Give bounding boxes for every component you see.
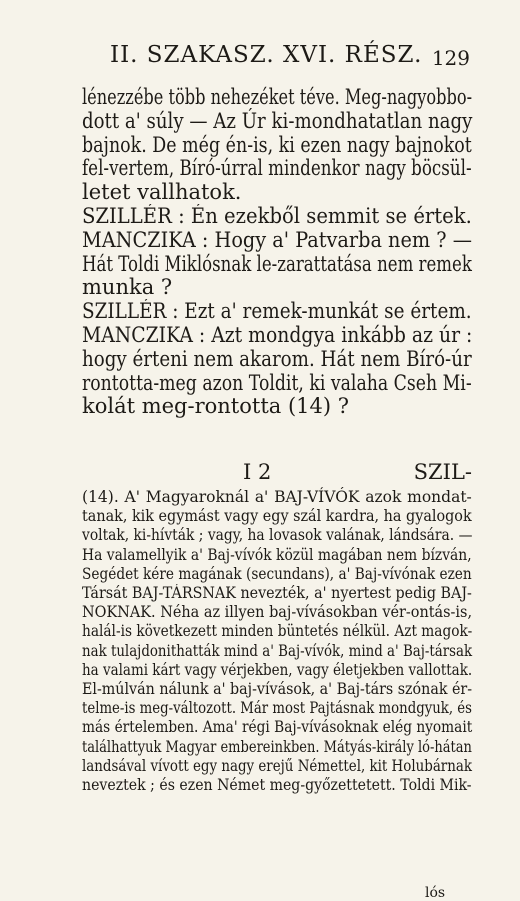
running-header (110, 42, 470, 72)
text-line: hogy érteni nem akarom. Hát nem Bíró-úr (82, 346, 472, 371)
text-line: dott a' súly — Az Úr ki-mondhatatlan nagy (82, 108, 473, 133)
footnote-line: landsával vívott egy nagy erejű Némettel, kit Holubárnak (82, 756, 472, 775)
signature-mark: I 2 (243, 460, 272, 484)
footnote-continuation: lós (425, 885, 446, 901)
footnote (82, 488, 472, 795)
footnote-line: voltak, ki-hívták ; vagy, ha lovasok valának, lándsára. — (82, 526, 473, 545)
page-number: 129 (431, 46, 470, 70)
text-line: lénezzébe több nehezéket téve. Meg-nagyobbo- (82, 85, 473, 109)
text-line: SZILLÉR : Én ezekből semmit se értek. (82, 203, 472, 228)
footnote-line: ha valami kárt vagy vérjekben, vagy életjekben vallottak. (82, 660, 473, 679)
text-line: letet vallhatok. (82, 180, 242, 205)
signature-line (82, 460, 472, 488)
footnote-line: Segédet kére magának (secundans), a' Baj-vívónak ezen (82, 564, 472, 583)
footnote-line: NOKNAK. Néha az illyen baj-vívásokban vér-ontás-is, (82, 603, 473, 622)
text-line: Hát Toldi Miklósnak le-zarattatása nem remek (82, 251, 472, 276)
footnote-line: (14). A' Magyaroknál a' BAJ-VÍVÓK azok mondat- (82, 488, 472, 506)
footnote-line: El-múlván nálunk a' baj-vívások, a' Baj-társ szónak ér- (82, 680, 473, 699)
footnote-line: más értelemben. Ama' régi Baj-vívásoknak elég nyomait (82, 718, 473, 737)
text-line: MANCZIKA : Azt mondgya inkább az úr : (82, 322, 473, 347)
text-line: munka ? (82, 275, 173, 300)
text-line: bajnok. De még én-is, ki ezen nagy bajnokot (82, 132, 472, 157)
text-line: kolát meg-rontotta (14) ? (82, 394, 350, 419)
main-text (82, 86, 472, 419)
text-line: rontotta-meg azon Toldit, ki valaha Cseh Mi- (82, 370, 472, 395)
footnote-line: Társát BAJ-TÁRSNAK nevezték, a' nyertest pedig BAJ- (82, 584, 472, 603)
header-title: II. SZAKASZ. XVI. RÉSZ. (110, 42, 423, 68)
text-line: fel-vertem, Bíró-úrral mindenkor nagy böcsül- (82, 156, 472, 181)
text-line: SZILLÉR : Ezt a' remek-munkát se értem. (82, 299, 472, 324)
footnote-line: neveztek ; és ezen Német meg-győzettetett. Toldi Mik- (82, 776, 472, 795)
footnote-line: tanak, kik egymást vagy egy szál kardra, ha gyalogok (82, 507, 472, 526)
footnote-line: nak tulajdonithatták mind a' Baj-vívók, mind a' Baj-társak (82, 641, 473, 660)
footnote-line: halál-is következett minden büntetés nélkül. Azt magok- (82, 622, 473, 641)
text-line: MANCZIKA : Hogy a' Patvarba nem ? — (82, 227, 472, 252)
catchword: SZIL- (413, 460, 472, 484)
footnote-line: találhattyuk Magyar embereinkben. Mátyás-király ló-hátan (82, 737, 472, 756)
footnote-line: telme-is meg-változott. Már most Pajtásnak mondgyuk, és (82, 699, 472, 718)
footnote-line: Ha valamellyik a' Baj-vívók közül magában nem bízván, (82, 545, 472, 564)
